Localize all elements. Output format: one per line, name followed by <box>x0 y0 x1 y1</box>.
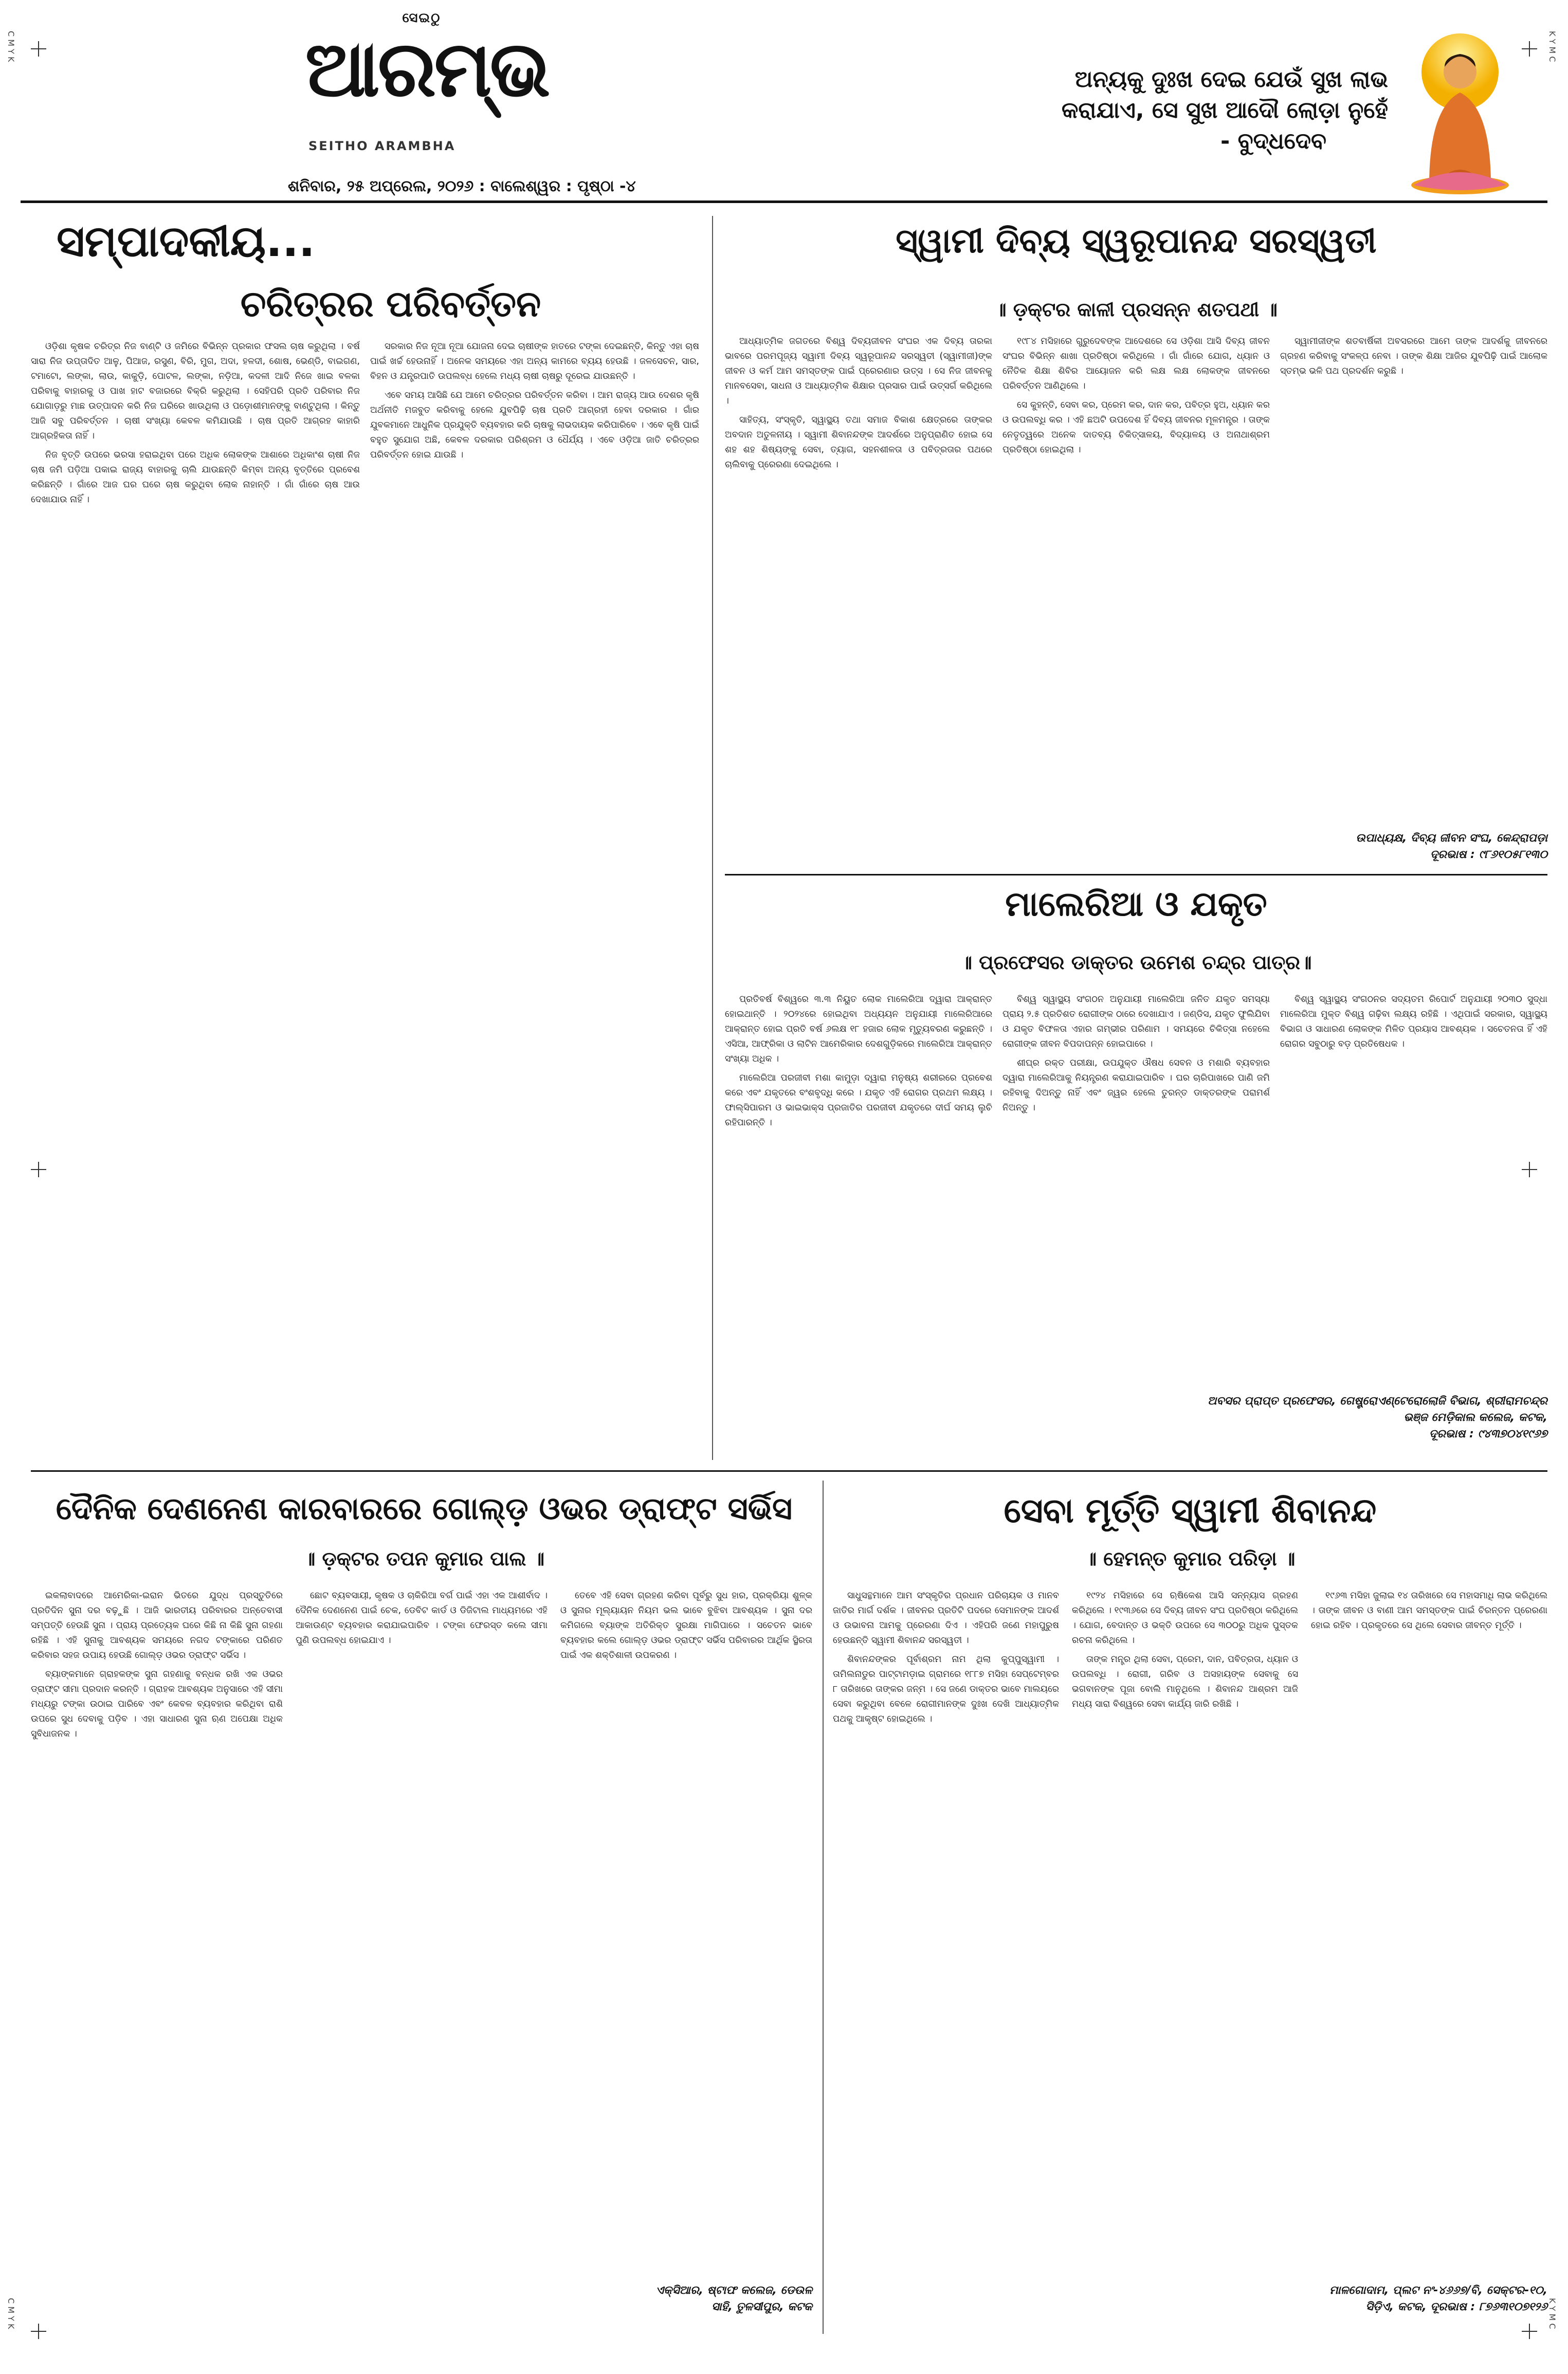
article4-author-address-2: ସିଡ଼ିଏ, କଟକ, ଦୂରଭାଷ : ୮୭୬୩୧୦୭୧୨୬ <box>1365 2300 1547 2313</box>
bottom-section-rule <box>31 1470 1547 1472</box>
article3-column-3 <box>560 1588 812 2277</box>
article1-byline: ॥ ଡ଼କ୍ଟର କାଳୀ ପ୍ରସନ୍ନ ଶତପଥୀ ॥ <box>995 298 1278 321</box>
article4-signature <box>1208 2282 1547 2315</box>
article1-column-2 <box>1002 334 1270 869</box>
article2-byline: ॥ ପ୍ରଫେସର ଡାକ୍ତର ଉମେଶ ଚନ୍ଦ୍ର ପାତ୍ର॥ <box>960 951 1312 974</box>
article4-column-1 <box>833 1588 1059 2329</box>
article2-author-phone: ଦୂରଭାଷ : ୯୪୩୭୦୪୧୯୬୭ <box>1429 1428 1547 1440</box>
masthead <box>0 0 1568 203</box>
color-code-left-top: C M Y K <box>6 31 16 62</box>
article4-paragraph: ଶିବାନନ୍ଦଙ୍କର ପୂର୍ବାଶ୍ରମ ନାମ ଥିଲା କୁପ୍ପୁସ୍ୱାମୀ । ତାମିଲନାଡୁର ପାଟ୍ଟାମଡ଼ାଇ ଗ୍ରାମରେ ୧୮୮୭ ମସିହା ସେପ୍ଟେମ୍ବର ୮ ତାରିଖରେ ତାଙ୍କର ଜନ୍ମ । ସେ ଜଣେ ଡାକ୍ତର ଭାବେ ମାଲୟରେ ସେବା କରୁଥିବା ବେଳେ ରୋଗୀମାନଙ୍କ ଦୁଃଖ ଦେଖି ଆଧ୍ୟାତ୍ମିକ ପଥକୁ ଆକୃଷ୍ଟ ହୋଇଥିଲେ । <box>833 1654 1059 1724</box>
article2-paragraph: ମାଲେରିଆ ପରଜୀବୀ ମଶା କାମୁଡ଼ା ଦ୍ୱାରା ମନୁଷ୍ୟ ଶରୀରରେ ପ୍ରବେଶ କରେ ଏବଂ ଯକୃତରେ ବଂଶବୃଦ୍ଧି କରେ । ଯକୃତ ଏହି ରୋଗର ପ୍ରଥମ ଲକ୍ଷ୍ୟ । ଫାଲ୍ସିପାରମ ଓ ଭାଇଭାକ୍ସ ପ୍ରଜାତିର ପରଜୀବୀ ଯକୃତରେ ଦୀର୍ଘ ସମୟ ଲୁଚି ରହିପାରନ୍ତି । <box>725 1073 992 1128</box>
article3-paragraph: ଛୋଟ ବ୍ୟବସାୟୀ, କୃଷକ ଓ ଚାକିରିଆ ବର୍ଗ ପାଇଁ ଏହା ଏକ ଆଶୀର୍ବାଦ । ଦୈନିକ ଦେଣନେଣ ପାଇଁ ଚେକ, ଡେବିଟ କାର୍ଡ ଓ ଡିଜିଟାଲ ମାଧ୍ୟମରେ ଏହି ଆକାଉଣ୍ଟ ବ୍ୟବହାର କରାଯାଇପାରିବ । ଟଙ୍କା ଫେରସ୍ତ କଲେ ସୀମା ପୁଣି ଉପଲବ୍ଧ ହୋଇଯାଏ । <box>296 1591 548 1646</box>
editorial-section-title: ସମ୍ପାଦକୀୟ... <box>57 216 315 266</box>
article4-paragraph: ସାଧୁସନ୍ଥମାନେ ଆମ ସଂସ୍କୃତିର ପ୍ରଧାନ ପରିଚାୟକ ଓ ମାନବ ଜାତିର ମାର୍ଗ ଦର୍ଶକ । ଜୀବନର ପ୍ରତିଟି ପଦରେ ସେମାନଙ୍କ ଆଦର୍ଶ ଓ ଉଭାବନା ଆମକୁ ପ୍ରେରଣା ଦିଏ । ଏହିପରି ଜଣେ ମହାପୁରୁଷ ହେଉଛନ୍ତି ସ୍ୱାମୀ ଶିବାନନ୍ଦ ସରସ୍ୱତୀ । <box>833 1591 1059 1646</box>
article2-column-1 <box>725 992 992 1455</box>
article1-column-1 <box>725 334 992 869</box>
editorial-column-2 <box>370 339 699 1455</box>
quote-line-2: କରାଯାଏ, ସେ ସୁଖ ଆଦୌ ଲୋଡ଼ା ନୁହେଁ <box>1061 97 1388 123</box>
article1-paragraph: ସାହିତ୍ୟ, ସଂସ୍କୃତି, ସ୍ୱାସ୍ଥ୍ୟ ତଥା ସମାଜ ବିକାଶ କ୍ଷେତ୍ରରେ ତାଙ୍କର ଅବଦାନ ଅତୁଳନୀୟ । ସ୍ୱାମୀ ଶିବାନନ୍ଦଙ୍କ ଆଦର୍ଶରେ ଅନୁପ୍ରାଣିତ ହୋଇ ସେ ଶହ ଶହ ଶିଷ୍ୟଙ୍କୁ ସେବା, ତ୍ୟାଗ, ସହନଶୀଳତା ଓ ପବିତ୍ରତାର ପଥରେ ଚାଲିବାକୁ ପ୍ରେରଣା ଦେଇଥିଲେ । <box>725 415 992 470</box>
article4-column-2 <box>1072 1588 1298 2329</box>
color-code-right-top: K Y M C <box>1547 31 1557 62</box>
article1-headline: ସ୍ୱାମୀ ଦିବ୍ୟ ସ୍ୱରୂପାନନ୍ଦ ସରସ୍ୱତୀ <box>896 221 1377 261</box>
article2-column-2 <box>1002 992 1270 1455</box>
article3-paragraph: ଇକଲାବାଦରେ ଆମେରିକା-ଇରାନ ଭିତରେ ଯୁଦ୍ଧ ପ୍ରସ୍ତୁତିରେ ପ୍ରତିଦିନ ସୁନା ଦର ବଢ଼ୁଛି । ଆଜି ଭାରତୀୟ ପରିବାରର ଅନ୍ତେବାସୀ ସମ୍ପତ୍ତି ହେଉଛି ସୁନା । ପ୍ରାୟ ପ୍ରତ୍ୟେକ ଘରେ କିଛି ନା କିଛି ସୁନା ଗହଣା ରହିଛି । ଏହି ସୁନାକୁ ଆବଶ୍ୟକ ସମୟରେ ନଗଦ ଟଙ୍କାରେ ପରିଣତ କରିବାର ସହଜ ଉପାୟ ହେଉଛି ଗୋଲ୍ଡ଼ ଓଭର ଡ୍ରାଫ୍ଟ ସର୍ଭିସ । <box>31 1591 283 1660</box>
article4-column-3 <box>1311 1588 1547 2277</box>
article2-author-title: ଅବସର ପ୍ରାପ୍ତ ପ୍ରଫେସର, ଗେଷ୍ଟ୍ରୋଏଣ୍ଟେରୋଲୋଜି ବିଭାଗ, ଶ୍ରୀରାମଚନ୍ଦ୍ର <box>1207 1395 1547 1408</box>
article1-paragraph: ଆଧ୍ୟାତ୍ମିକ ଜଗତରେ ବିଶ୍ୱ ଦିବ୍ୟଜୀବନ ସଂଘର ଏକ ଦିବ୍ୟ ତାରକା ଭାବରେ ପରମପୂଜ୍ୟ ସ୍ୱାମୀ ଦିବ୍ୟ ସ୍ୱରୂପାନନ୍ଦ ସରସ୍ୱତୀ (ସ୍ୱାମୀଜୀ)ଙ୍କ ଜୀବନ ଓ କର୍ମ ଆମ ସମସ୍ତଙ୍କ ପାଇଁ ପ୍ରେରଣାର ଉତ୍ସ । ସେ ନିଜ ଜୀବନକୁ ମାନବସେବା, ସାଧନା ଓ ଆଧ୍ୟାତ୍ମିକ ଶିକ୍ଷାର ପ୍ରସାର ପାଇଁ ଉତ୍ସର୍ଗ କରିଥିଲେ । <box>725 336 992 406</box>
article3-byline: ॥ ଡ଼କ୍ଟର ତପନ କୁମାର ପାଲ ॥ <box>303 1547 545 1570</box>
article3-author-title: ଏକ୍ସିଆର, ଷ୍ଟାଫ କଲେଜ, ଡେଉଳ <box>655 2284 812 2297</box>
quote-line-1: ଅନ୍ୟକୁ ଦୁଃଖ ଦେଇ ଯେଉଁ ସୁଖ ଲାଭ <box>1074 66 1388 93</box>
color-code-right-bottom: K Y M C <box>1547 2298 1557 2329</box>
article2-signature <box>1198 1393 1547 1442</box>
article3-headline: ଦୈନିକ ଦେଣନେଣ କାରବାରରେ ଗୋଲ୍ଡ଼ ଓଭର ଡ୍ରାଫ୍ଟ ସର୍ଭିସ <box>56 1491 793 1527</box>
article2-author-college: ଭଞ୍ଜ ମେଡ଼ିକାଲ କଲେଜ, କଟକ, <box>1403 1411 1547 1424</box>
article1-signature <box>1280 830 1547 863</box>
editorial-paragraph: ଓଡ଼ିଶା କୃଷକ ଚରିତ୍ର ନିଜ ବାଣ୍ଟି ଓ ଜମିରେ ବିଭିନ୍ନ ପ୍ରକାର ଫସଲ ଚାଷ କରୁଥିଲା । ବର୍ଷ ସାରା ନିଜ ଉପ୍ତାଦିତ ଆଳୁ, ପିଆଜ, ରସୁଣ, ବିରି, ମୁଗ, ଅଦା, ହଳଦୀ, ଶୋଷ, ଭେଣ୍ଡି, ବାଇଗଣ, ଟମାଟୋ, ଲଙ୍କା, ଲାଉ, କାକୁଡ଼ି, ପୋଟଳ, ଲଙ୍କା, ନଡ଼ିଆ, କଦଳୀ ଆଦି ନିଜେ ଖାଇ ବଳକା ପରିବାକୁ ବାହାରକୁ ଓ ପାଖ ହାଟ ବଜାରରେ ବିକ୍ରି କରୁଥିଲା । ସେହିପରି ପ୍ରତି ପରିବାର ନିଜ ଯୋଗାଡ଼ରୁ ମାଛ ଉତ୍ପାଦନ କରି ନିଜ ଘରିରେ ଖାଉଥିଲା ଓ ପଡ଼ୋଶୀମାନଙ୍କୁ ବାଣ୍ଟୁଥିଲା । କିନ୍ତୁ ଆଜି ସବୁ ପରିବର୍ତ୍ତନ । ଚାଷୀ ସଂଖ୍ୟା କେବଳ କମିଯାଉଛି । ଚାଷ ପ୍ରତି ଆଗ୍ରହ କାହାରି ଆଗ୍ରହିକତା ନାହିଁ । <box>31 341 360 441</box>
article3-signature <box>560 2282 812 2315</box>
article1-paragraph: ସେ କୁହନ୍ତି, ସେବା କର, ପ୍ରେମ କର, ଦାନ କର, ପବିତ୍ର ହୁଅ, ଧ୍ୟାନ କର ଓ ଉପଲବ୍ଧି କର । ଏହି ଛଅଟି ଉପଦେଶ ହିଁ ଦିବ୍ୟ ଜୀବନର ମୂଳମନ୍ତ୍ର । ତାଙ୍କ ନେତୃତ୍ୱରେ ଅନେକ ଦାତବ୍ୟ ଚିକିତ୍ସାଳୟ, ବିଦ୍ୟାଳୟ ଓ ଅନାଥାଶ୍ରମ ପ୍ରତିଷ୍ଠା ହୋଇଥିଲା । <box>1002 400 1270 455</box>
masthead-logo <box>293 25 560 139</box>
editorial-column-1 <box>31 339 360 1455</box>
article2-paragraph: ବିଶ୍ୱ ସ୍ୱାସ୍ଥ୍ୟ ସଂଗଠନର ସଦ୍ୟତମ ରିପୋର୍ଟ ଅନୁଯାୟୀ ୨୦୩୦ ସୁଦ୍ଧା ମାଲେରିଆ ମୁକ୍ତ ବିଶ୍ୱ ଗଢ଼ିବା ଲକ୍ଷ୍ୟ ରହିଛି । ଏଥିପାଇଁ ସରକାର, ସ୍ୱାସ୍ଥ୍ୟ ବିଭାଗ ଓ ସାଧାରଣ ଲୋକଙ୍କ ମିଳିତ ପ୍ରୟାସ ଆବଶ୍ୟକ । ସଚେତନତା ହିଁ ଏହି ରୋଗର ସବୁଠାରୁ ବଡ଼ ପ୍ରତିଷେଧକ । <box>1280 994 1547 1049</box>
article2-paragraph: ଶୀଘ୍ର ରକ୍ତ ପରୀକ୍ଷା, ଉପଯୁକ୍ତ ଔଷଧ ସେବନ ଓ ମଶାରି ବ୍ୟବହାର ଦ୍ୱାରା ମାଲେରିଆକୁ ନିୟନ୍ତ୍ରଣ କରାଯାଇପାରିବ । ଘର ଚାରିପାଖରେ ପାଣି ଜମି ରହିବାକୁ ଦିଅନ୍ତୁ ନାହିଁ ଏବଂ ଜ୍ୱର ହେଲେ ତୁରନ୍ତ ଡାକ୍ତରଙ୍କ ପରାମର୍ଶ ନିଅନ୍ତୁ । <box>1002 1058 1270 1113</box>
article1-author-title: ଉପାଧ୍ୟକ୍ଷ, ଦିବ୍ୟ ଜୀବନ ସଂଘ, କେନ୍ଦ୍ରାପଡ଼ା <box>1356 832 1547 845</box>
dateline: ଶନିବାର, ୨୫ ଅପ୍ରେଲ, ୨୦୨୬ : ବାଲେଶ୍ୱର : ପୃଷ୍ଠା -୪ <box>288 177 636 195</box>
article1-paragraph: ସ୍ୱାମୀଜୀଙ୍କ ଶତବାର୍ଷିକୀ ଅବସରରେ ଆମେ ତାଙ୍କ ଆଦର୍ଶକୁ ଜୀବନରେ ଗ୍ରହଣ କରିବାକୁ ସଂକଳ୍ପ ନେବା । ତାଙ୍କ ଶିକ୍ଷା ଆଜିର ଯୁବପିଢ଼ି ପାଇଁ ଆଲୋକ ସ୍ତମ୍ଭ ଭଳି ପଥ ପ୍ରଦର୍ଶନ କରୁଛି । <box>1280 336 1547 376</box>
article1-paragraph: ୧୯୮୪ ମସିହାରେ ଗୁରୁଦେବଙ୍କ ଆଦେଶରେ ସେ ଓଡ଼ିଶା ଆସି ଦିବ୍ୟ ଜୀବନ ସଂଘର ବିଭିନ୍ନ ଶାଖା ପ୍ରତିଷ୍ଠା କରିଥିଲେ । ଗାଁ ଗାଁରେ ଯୋଗ, ଧ୍ୟାନ ଓ ନୈତିକ ଶିକ୍ଷା ଶିବିର ଆୟୋଜନ କରି ଲକ୍ଷ ଲକ୍ଷ ଲୋକଙ୍କ ଜୀବନରେ ପରିବର୍ତ୍ତନ ଆଣିଥିଲେ । <box>1002 336 1270 391</box>
logo-prefix: ସେଇଠୁ <box>402 10 441 26</box>
article3-author-address: ସାହି, ତୁଳସୀପୁର, କଟକ <box>712 2300 812 2313</box>
registration-mark-bottom-right <box>1522 2324 1537 2339</box>
editorial-paragraph: ସରକାର ନିଜ ନୂଆ ନୂଆ ଯୋଜନା ଦେଇ ଚାଷୀଙ୍କ ହାତରେ ଟଙ୍କା ଦେଇଛନ୍ତି, କିନ୍ତୁ ଏହା ଚାଷ ପାଇଁ ଖର୍ଚ୍ଚ ହେଉନାହିଁ । ଅନେକ ସମୟରେ ଏହା ଅନ୍ୟ କାମରେ ବ୍ୟୟ ହେଉଛି । ଜଳସେଚନ, ସାର, ବିହନ ଓ ଯନ୍ତ୍ରପାତି ଉପଲବ୍ଧ ହେଲେ ମଧ୍ୟ ଚାଷୀ ଚାଷରୁ ଦୂରେଇ ଯାଉଛନ୍ତି । <box>370 341 699 381</box>
buddha-image <box>1409 31 1511 195</box>
quote-author: - ବୁଦ୍ଧଦେବ <box>1220 128 1326 154</box>
editorial-headline: ଚରିତ୍ରର ପରିବର୍ତ୍ତନ <box>240 283 541 325</box>
article3-paragraph: ତେବେ ଏହି ସେବା ଗ୍ରହଣ କରିବା ପୂର୍ବରୁ ସୁଧ ହାର, ପ୍ରକ୍ରିୟା ଶୁଳ୍କ ଓ ସୁନାର ମୂଲ୍ୟାୟନ ନିୟମ ଭଲ ଭାବେ ବୁଝିବା ଆବଶ୍ୟକ । ସୁନା ଦର କମିଗଲେ ବ୍ୟାଙ୍କ ଅତିରିକ୍ତ ସୁରକ୍ଷା ମାଗିପାରେ । ସଚେତନ ଭାବେ ବ୍ୟବହାର କଲେ ଗୋଲ୍ଡ଼ ଓଭର ଡ୍ରାଫ୍ଟ ସର୍ଭିସ ପରିବାରର ଆର୍ଥିକ ସ୍ଥିରତା ପାଇଁ ଏକ ଶକ୍ତିଶାଳୀ ଉପକରଣ । <box>560 1591 812 1660</box>
article3-column-2 <box>296 1588 548 2329</box>
color-code-left-bottom: C M Y K <box>6 2298 16 2329</box>
article2-column-3 <box>1280 992 1547 1362</box>
quote-box <box>874 64 1388 157</box>
article-separator <box>725 874 1547 875</box>
article2-headline: ମାଲେରିଆ ଓ ଯକୃତ <box>1005 884 1267 924</box>
column-divider <box>823 1481 824 2334</box>
article4-paragraph: ୧୯୬୩ ମସିହା ଜୁଲାଇ ୧୪ ତାରିଖରେ ସେ ମହାସମାଧି ଲାଭ କରିଥିଲେ । ତାଙ୍କ ଜୀବନ ଓ ବାଣୀ ଆମ ସମସ୍ତଙ୍କ ପାଇଁ ଚିରନ୍ତନ ପ୍ରେରଣା ହୋଇ ରହିବ । ପ୍ରକୃତରେ ସେ ଥିଲେ ସେବାର ଜୀବନ୍ତ ମୂର୍ତ୍ତି । <box>1311 1591 1547 1631</box>
newspaper-name-latin: SEITHO ARAMBHA <box>308 139 456 153</box>
article3-column-1 <box>31 1588 283 2329</box>
editorial-paragraph: ଏବେ ସମୟ ଆସିଛି ଯେ ଆମେ ଚରିତ୍ରର ପରିବର୍ତ୍ତନ କରିବା । ଆମ ରାଜ୍ୟ ଆଉ ଦେଶର କୃଷି ଅର୍ଥନୀତି ମଜବୁତ କରିବାକୁ ହେଲେ ଯୁବପିଢ଼ି ଚାଷ ପ୍ରତି ଆଗ୍ରହୀ ହେବା ଦରକାର । ଗାଁର ଯୁବକମାନେ ଆଧୁନିକ ପ୍ରଯୁକ୍ତି ବ୍ୟବହାର କରି ଚାଷକୁ ଲାଭଦାୟକ କରିପାରିବେ । ଏବେ କୃଷି ପାଇଁ ବହୁତ ସୁଯୋଗ ଅଛି, କେବଳ ଦରକାର ପରିଶ୍ରମ ଓ ଧୈର୍ଯ୍ୟ । ଏବେ ଓଡ଼ିଆ ଜାତି ଚରିତ୍ରର ପରିବର୍ତ୍ତନ ହୋଇ ଯାଉଛି । <box>370 390 699 460</box>
article2-paragraph: ପ୍ରତିବର୍ଷ ବିଶ୍ୱରେ ୩.୩ ନିୟୁତ ଲୋକ ମାଲେରିଆ ଦ୍ୱାରା ଆକ୍ରାନ୍ତ ହୋଇଥାନ୍ତି । ୨୦୨୪ରେ ହୋଇଥିବା ଅଧ୍ୟୟନ ଅନୁଯାୟୀ ମାଲେରିଆରେ ଆକ୍ରାନ୍ତ ହୋଇ ପ୍ରତି ବର୍ଷ ୬ଲକ୍ଷ ୧୮ ହଜାର ଲୋକ ମୃତ୍ୟୁବରଣ କରୁଛନ୍ତି । ଏସିଆ, ଆଫ୍ରିକା ଓ ଲାଟିନ ଆମେରିକାର ଦେଶଗୁଡ଼ିକରେ ମାଲେରିଆ ଆକ୍ରାନ୍ତ ସଂଖ୍ୟା ଅଧିକ । <box>725 994 992 1064</box>
article1-column-3 <box>1280 334 1547 828</box>
column-divider <box>712 216 713 1460</box>
masthead-rule <box>21 200 1547 203</box>
article4-author-address-1: ମାଳଗୋଦାମ, ପ୍ଲଟ ନଂ-୪୬୬୭/ବି, ସେକ୍ଟର-୧୦, <box>1329 2284 1547 2297</box>
article4-paragraph: ତାଙ୍କ ମନ୍ତ୍ର ଥିଲା ସେବା, ପ୍ରେମ, ଦାନ, ପବିତ୍ରତା, ଧ୍ୟାନ ଓ ଉପଲବ୍ଧି । ରୋଗୀ, ଗରିବ ଓ ଅସହାୟଙ୍କ ସେବାକୁ ସେ ଭଗବାନଙ୍କ ପୂଜା ବୋଲି ମାନୁଥିଲେ । ଶିବାନନ୍ଦ ଆଶ୍ରମ ଆଜି ମଧ୍ୟ ସାରା ବିଶ୍ୱରେ ସେବା କାର୍ଯ୍ୟ ଜାରି ରଖିଛି । <box>1072 1654 1298 1709</box>
article3-paragraph: ବ୍ୟାଙ୍କମାନେ ଗ୍ରାହକଙ୍କ ସୁନା ଗହଣାକୁ ବନ୍ଧକ ରଖି ଏକ ଓଭର ଡ୍ରାଫ୍ଟ ସୀମା ପ୍ରଦାନ କରନ୍ତି । ଗ୍ରାହକ ଆବଶ୍ୟକ ଅନୁସାରେ ଏହି ସୀମା ମଧ୍ୟରୁ ଟଙ୍କା ଉଠାଇ ପାରିବେ ଏବଂ କେବଳ ବ୍ୟବହାର କରିଥିବା ରାଶି ଉପରେ ସୁଧ ଦେବାକୁ ପଡ଼ିବ । ଏହା ସାଧାରଣ ସୁନା ଋଣ ଅପେକ୍ଷା ଅଧିକ ସୁବିଧାଜନକ । <box>31 1669 283 1739</box>
article4-headline: ସେବା ମୂର୍ତ୍ତି ସ୍ୱାମୀ ଶିବାନନ୍ଦ <box>1004 1491 1377 1530</box>
article1-author-phone: ଦୂରଭାଷ : ୯୮୬୧୦୫୮୧୩୦ <box>1430 848 1547 861</box>
editorial-paragraph: ନିଜ ବୃତ୍ତି ଉପରେ ଭରସା ହରାଇଥିବା ପରେ ଅଧିକ ଲୋକଙ୍କ ଆଶାରେ ଅଧିକାଂଶ ଚାଷୀ ନିଜ ଚାଷ ଜମି ପଡ଼ିଆ ପକାଇ ରାଜ୍ୟ ବାହାରକୁ ଚାଲି ଯାଉଛନ୍ତି କିମ୍ବା ଅନ୍ୟ ବୃତ୍ତିରେ ପ୍ରବେଶ କରିଛନ୍ତି । ଗାଁରେ ଆଜ ଘର ଘରେ ଚାଷ କରୁଥିବା ଲୋକ ନାହାନ୍ତି । ଗାଁ ଗାଁରେ ଚାଷ ଆଉ ଦେଖାଯାଉ ନାହିଁ । <box>31 450 360 505</box>
article2-paragraph: ବିଶ୍ୱ ସ୍ୱାସ୍ଥ୍ୟ ସଂଗଠନ ଅନୁଯାୟୀ ମାଲେରିଆ ଜନିତ ଯକୃତ ସମସ୍ୟା ପ୍ରାୟ ୨.୫ ପ୍ରତିଶତ ରୋଗୀଙ୍କ ଠାରେ ଦେଖାଯାଏ । ଜଣ୍ଡିସ, ଯକୃତ ଫୁଲିଯିବା ଓ ଯକୃତ ବିଫଳତା ଏହାର ଗମ୍ଭୀର ପରିଣାମ । ସମୟରେ ଚିକିତ୍ସା ନହେଲେ ରୋଗୀଙ୍କ ଜୀବନ ବିପଦାପନ୍ନ ହୋଇପାରେ । <box>1002 994 1270 1049</box>
article4-byline: ॥ ହେମନ୍ତ କୁମାର ପରିଡ଼ା ॥ <box>1085 1547 1296 1570</box>
newspaper-name: ଆରମ୍ଭ <box>305 25 549 114</box>
article4-paragraph: ୧୯୨୪ ମସିହାରେ ସେ ଋଷିକେଶ ଆସି ସନ୍ନ୍ୟାସ ଗ୍ରହଣ କରିଥିଲେ । ୧୯୩୬ରେ ସେ ଦିବ୍ୟ ଜୀବନ ସଂଘ ପ୍ରତିଷ୍ଠା କରିଥିଲେ । ଯୋଗ, ବେଦାନ୍ତ ଓ ଭକ୍ତି ଉପରେ ସେ ୩୦୦ରୁ ଅଧିକ ପୁସ୍ତକ ରଚନା କରିଥିଲେ । <box>1072 1591 1298 1646</box>
